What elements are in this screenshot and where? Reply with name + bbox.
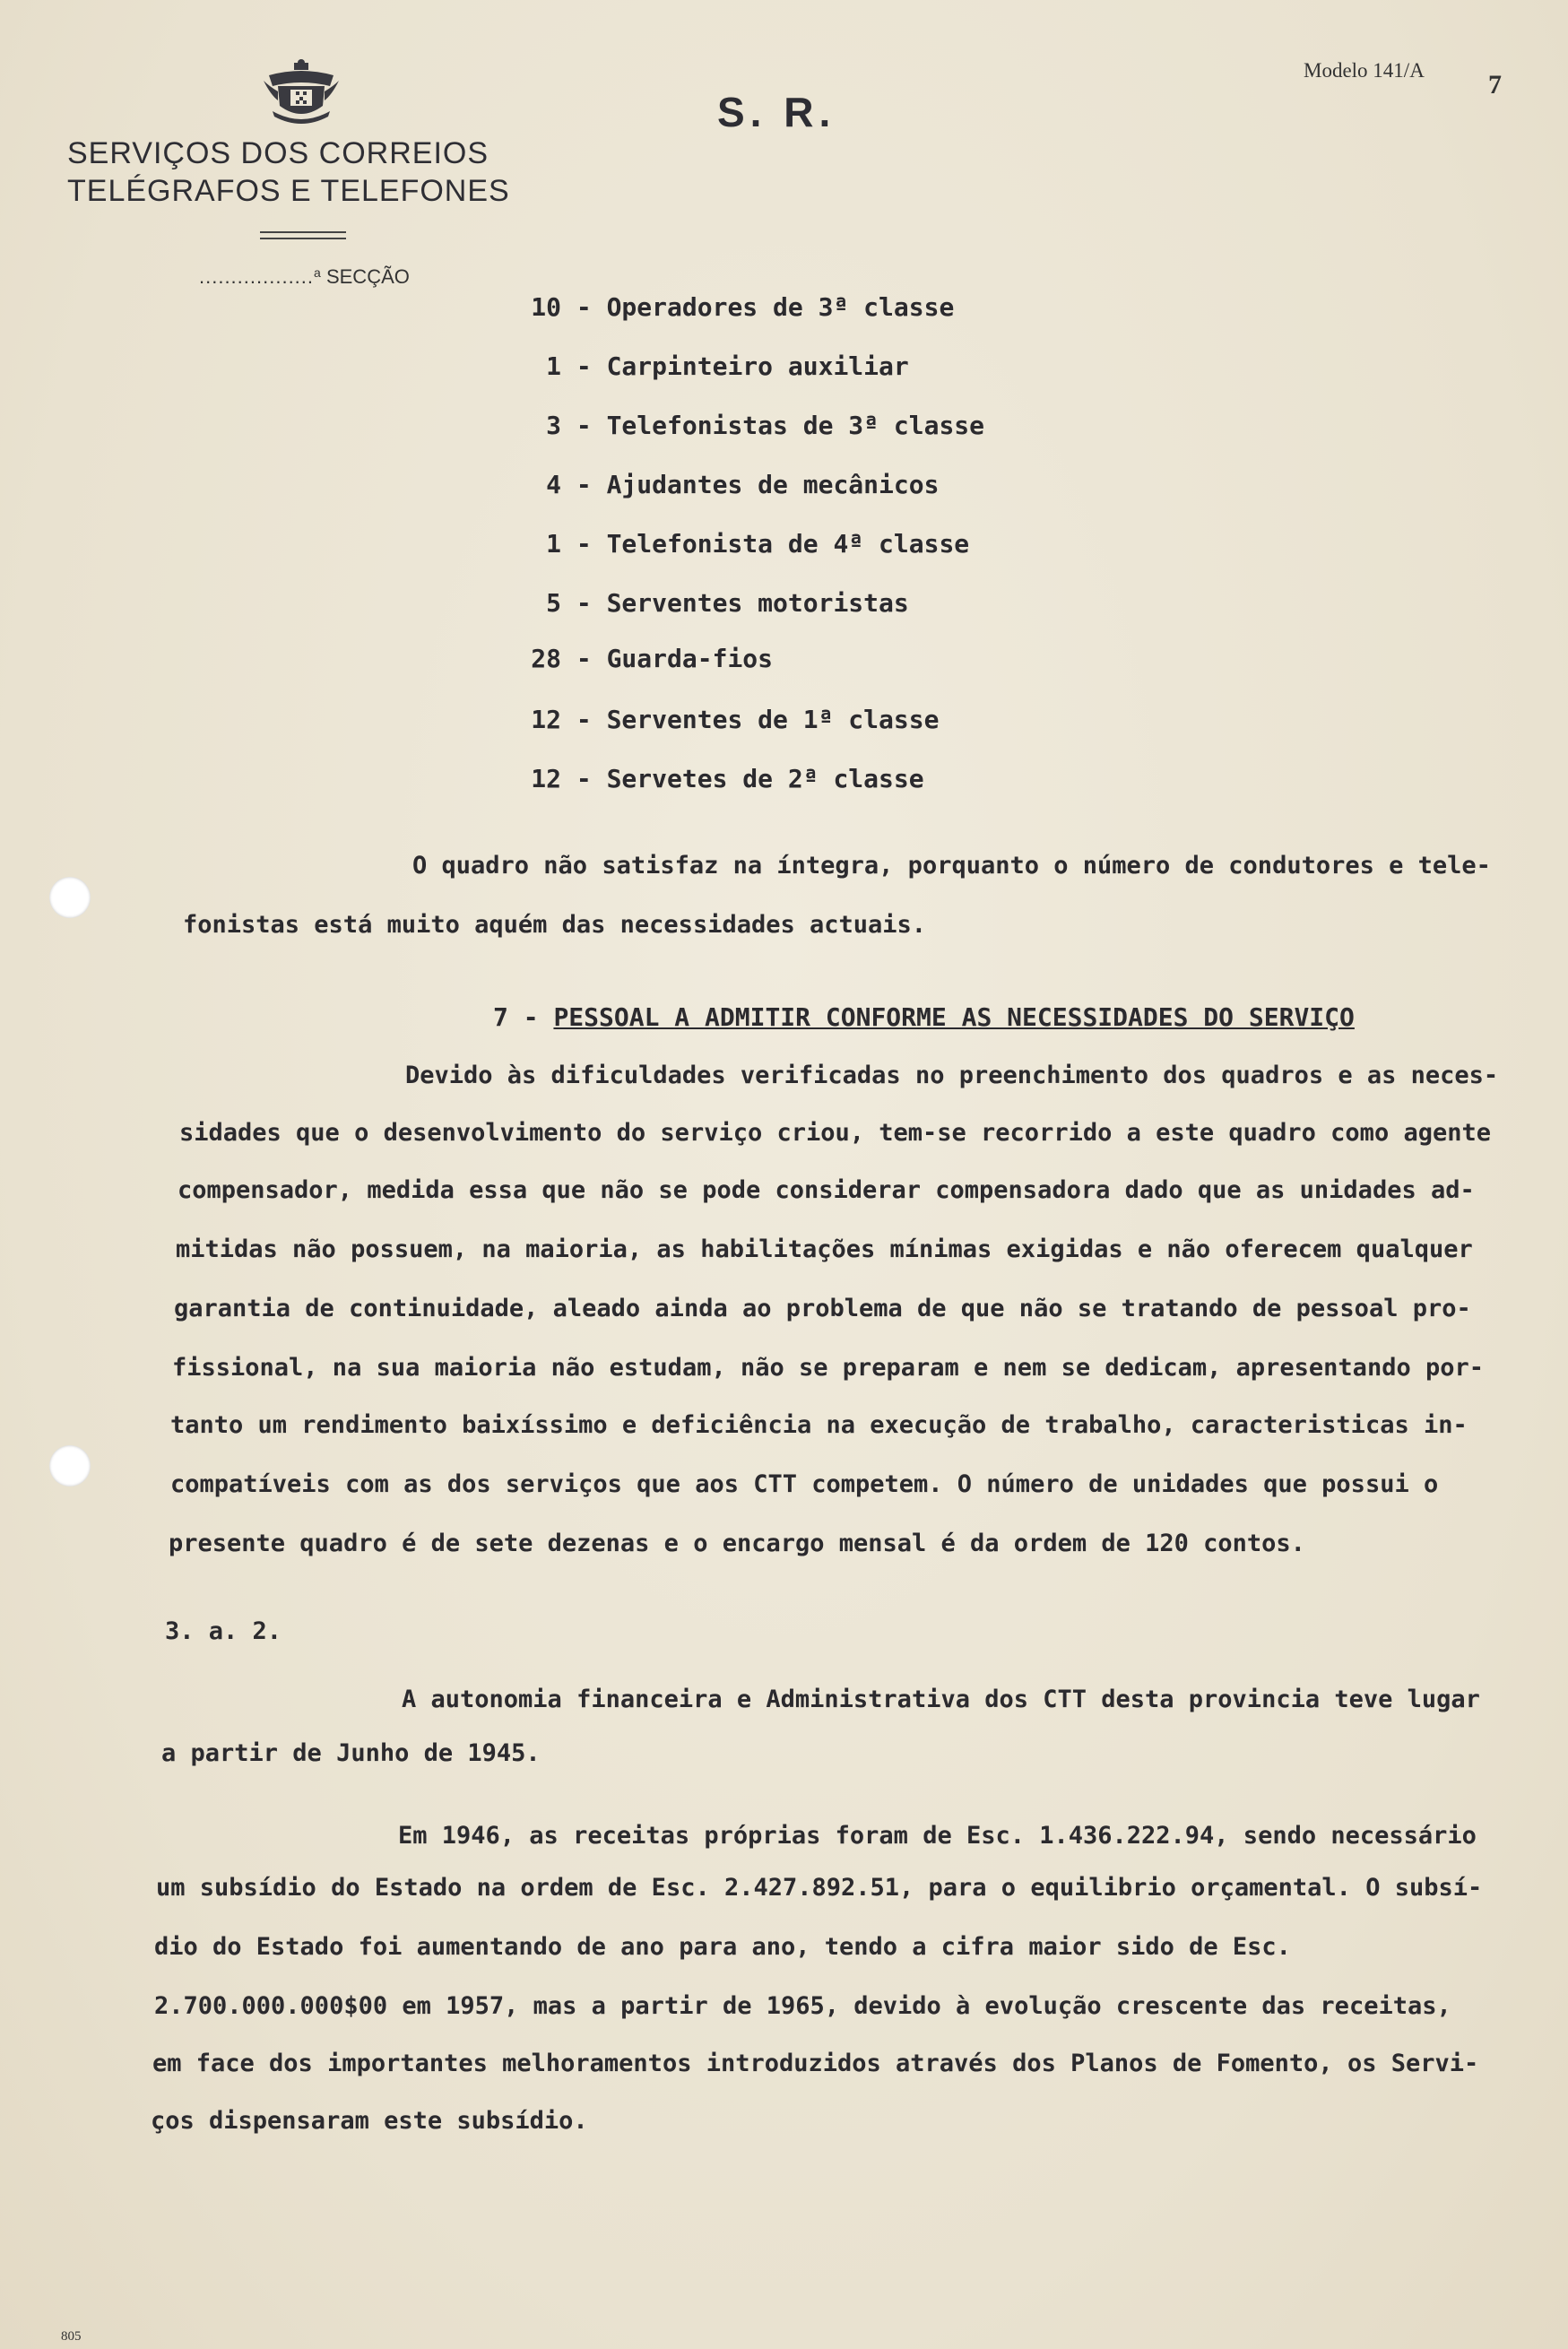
- staff-item: 3 - Telefonistas de 3ª classe: [546, 411, 985, 440]
- staff-item: 10 - Operadores de 3ª classe: [531, 292, 955, 322]
- paragraph-line: fonistas está muito aquém das necessidades actuais.: [183, 911, 927, 939]
- org-name-line1: SERVIÇOS DOS CORREIOS: [67, 136, 489, 170]
- section-7-title: PESSOAL A ADMITIR CONFORME AS NECESSIDADES DO SERVIÇO: [553, 1002, 1355, 1032]
- paragraph-line: ços dispensaram este subsídio.: [151, 2107, 588, 2135]
- punch-hole-top: [49, 877, 91, 918]
- paragraph-line: garantia de continuidade, aleado ainda ao problema de que não se tratando de pessoal pro-: [174, 1295, 1471, 1322]
- paragraph-line: 2.700.000.000$00 em 1957, mas a partir de 1965, devido à evolução crescente das receitas,: [154, 1992, 1451, 2020]
- section-7-heading: [493, 1002, 1355, 1032]
- paragraph-line: mitidas não possuem, na maioria, as habilitações mínimas exigidas e não oferecem qualquer: [176, 1235, 1473, 1263]
- paragraph-line: compatíveis com as dos serviços que aos CTT competem. O número de unidades que possui o: [170, 1470, 1439, 1498]
- paragraph-line: A autonomia financeira e Administrativa dos CTT desta provincia teve lugar: [402, 1686, 1480, 1713]
- staff-item: 12 - Serventes de 1ª classe: [531, 705, 940, 734]
- paragraph-line: em face dos importantes melhoramentos introduzidos através dos Planos de Fomento, os Servi-: [152, 2050, 1479, 2077]
- section-label: SECÇÃO: [325, 265, 410, 288]
- staff-item: 5 - Serventes motoristas: [546, 588, 909, 618]
- form-code: 805: [61, 2329, 82, 2344]
- staff-item: 4 - Ajudantes de mecânicos: [546, 470, 940, 499]
- model-number: Modelo 141/A: [1304, 59, 1425, 82]
- section-sup: a: [314, 265, 321, 280]
- staff-item: 28 - Guarda-fios: [531, 644, 774, 673]
- paragraph-line: sidades que o desenvolvimento do serviço criou, tem-se recorrido a este quadro como agente: [179, 1119, 1491, 1147]
- section-field: [199, 265, 410, 289]
- paragraph-line: compensador, medida essa que não se pode considerar compensadora dado que as unidades ad-: [178, 1176, 1475, 1204]
- paragraph-line: fissional, na sua maioria não estudam, não se preparam e nem se dedicam, apresentando por-: [172, 1354, 1484, 1382]
- section-7-number: 7 -: [493, 1002, 539, 1032]
- org-name-line2: TELÉGRAFOS E TELEFONES: [67, 174, 510, 208]
- paragraph-line: Em 1946, as receitas próprias foram de Esc. 1.436.222.94, sendo necessário: [398, 1822, 1477, 1850]
- center-title: S. R.: [717, 89, 836, 135]
- paragraph-line: a partir de Junho de 1945.: [161, 1739, 541, 1767]
- coat-of-arms-icon: [260, 59, 342, 127]
- sub-heading: 3. a. 2.: [165, 1617, 282, 1645]
- paragraph-line: dio do Estado foi aumentando de ano para ano, tendo a cifra maior sido de Esc.: [154, 1933, 1291, 1961]
- paragraph-line: O quadro não satisfaz na íntegra, porquanto o número de condutores e tele-: [412, 852, 1491, 880]
- header-rule-top: [260, 231, 346, 233]
- paragraph-line: Devido às dificuldades verificadas no preenchimento dos quadros e as neces-: [405, 1062, 1499, 1089]
- staff-item: 1 - Carpinteiro auxiliar: [546, 351, 909, 381]
- page-number: 7: [1488, 70, 1502, 100]
- staff-item: 12 - Servetes de 2ª classe: [531, 764, 924, 793]
- paragraph-line: tanto um rendimento baixíssimo e deficiência na execução de trabalho, caracteristicas in-: [170, 1411, 1468, 1439]
- header-rule-bottom: [260, 238, 346, 239]
- staff-item: 1 - Telefonista de 4ª classe: [546, 529, 970, 559]
- punch-hole-bottom: [49, 1445, 91, 1487]
- paragraph-line: um subsídio do Estado na ordem de Esc. 2.427.892.51, para o equilibrio orçamental. O subsí-: [156, 1874, 1483, 1902]
- paragraph-line: presente quadro é de sete dezenas e o encargo mensal é da ordem de 120 contos.: [169, 1530, 1305, 1557]
- section-dots: ..................: [199, 265, 315, 288]
